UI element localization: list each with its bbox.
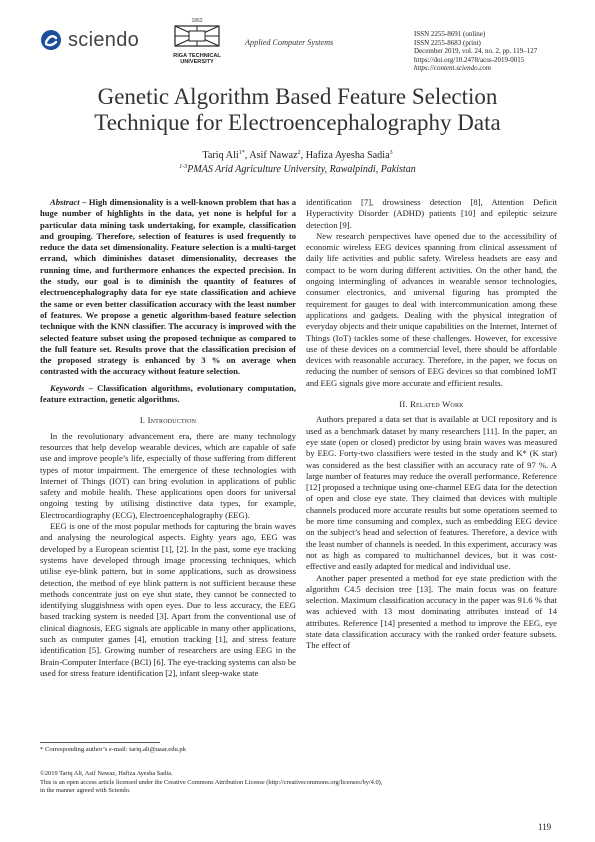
- issn-online: ISSN 2255-8691 (online): [414, 30, 486, 38]
- section-number: II.: [399, 399, 411, 410]
- university-name-line2: UNIVERSITY: [180, 59, 214, 65]
- right-column: [306, 197, 557, 652]
- affiliation: [40, 164, 555, 175]
- affiliation-marker: 1-3: [179, 164, 188, 170]
- section-title: Introduction: [147, 415, 197, 426]
- footnote-divider: [40, 742, 160, 743]
- abstract-text: – High dimensionality is a well-known problem that has a huge number of highlights in the data, yet none is helpful for a particular data mining task undertaking, for example, classification and grouping. Therefore, selection of features is used frequently to reduce the data set dimensionality. Feature selection is a multi-target errand, which diminishes dataset dimensionality, decreases the running time, and furthermore enhances the expected precision. In the study, our goal is to diminish the quantity of features of electroencephalography data for eye state classification and achieve the same or even better classification accuracy with the least number of features. We propose a genetic algorithm-based feature selection technique with the KNN classifier. The accuracy is improved with the selected feature subset using the proposed technique as compared to the full feature set. Results prove that the classification precision of the proposed strategy is enhanced by 3 % on average when contrasted with the accuracy without feature selection.: [40, 197, 296, 377]
- section-number: I.: [139, 415, 148, 426]
- university-name-line1: RIGA TECHNICAL: [173, 53, 221, 59]
- body-paragraph: In the revolutionary advancement era, there are many technology resources that help develop wearable devices, which are capable of safe use and improve people’s life, especially of those suffering from different types of motor impairment. The emergence of these technologies with Internet of Things (IOT) can bring evolution in applications of public safety and mobile health. These applications open doors for universal ongoing testing by utilising distinctive data types, for example, Electrocardiography (ECG), Electroencephalography (EEG).: [40, 430, 296, 520]
- author-name: Hafiza Ayesha Sadia: [305, 150, 390, 161]
- author-list: [40, 150, 555, 161]
- sciendo-logo: [40, 29, 139, 51]
- left-column: [40, 197, 296, 679]
- copyright-line: ©2019 Tariq Ali, Asif Nawaz, Hafiza Ayesha Sadia.: [40, 770, 173, 777]
- keywords-label: Keywords: [50, 382, 85, 393]
- publication-meta: [414, 30, 537, 73]
- author-affiliation-marker: 3: [389, 150, 393, 156]
- paper-title: [40, 84, 555, 136]
- keywords-text: – Classification algorithms, evolutionary computation, feature extraction, genetic algorithms.: [40, 382, 296, 405]
- author-separator: ,: [244, 150, 250, 161]
- body-paragraph: Another paper presented a method for eye state prediction with the algorithm C4.5 decision tree [13]. The main focus was on feature selection. Maximum classification accuracy in the paper was 91.6 % that was achieved with 13 most dominating attributes instead of 14 attributes. Reference [14] presented a method to improve the EEG, eye state data classification accuracy with the ranked order feature subsets. The effect of: [306, 572, 557, 651]
- section-heading-related-work: [306, 399, 557, 410]
- author-name: Asif Nawaz: [249, 150, 298, 161]
- abstract-label: Abstract: [50, 197, 80, 207]
- publisher-name: sciendo: [68, 29, 140, 51]
- issue-info: December 2019, vol. 24, no. 2, pp. 119–127: [414, 47, 538, 56]
- doi-link[interactable]: https://doi.org/10.2478/acss-2019-0015: [414, 55, 525, 64]
- body-paragraph: identification [7], drowsiness detection [8], Attention Deficit Hyperactivity Disorder (ADHD) patients [10] and epileptic seizure detection [9].: [306, 197, 557, 230]
- keywords: [40, 383, 296, 406]
- journal-url-link[interactable]: https://content.sciendo.com: [414, 64, 491, 73]
- section-heading-introduction: [40, 415, 296, 426]
- license-notice: [40, 770, 540, 796]
- license-line: This is an open access article licensed under the Creative Commons Attribution License (http://creativecommons.org/licenses/by/4.0),: [40, 778, 383, 786]
- section-title: Related Work: [410, 399, 464, 410]
- author-affiliation-marker: 2: [297, 150, 301, 156]
- journal-name: Applied Computer Systems: [245, 38, 334, 47]
- author-name: Tariq Ali: [202, 150, 239, 161]
- body-paragraph: New research perspectives have opened due to the accessibility of economic wireless EEG devices spanning from clinical assessment of daily life activities and public safety. Wireless headsets are easy and compact to be worn during different activities. On the other hand, the ongoing intermingling of advances in wearable sensor technologies, consumer electronics, and universal figuring has prompted the requirement for gauges to deal with intercommunication among these applications and gadgets. Dealing with the physical integration of everyday objects and their unique capabilities on the Internet, Internet of Things (IoT) tackles some of these challenges. However, for excessive use of these devices on a commercial level, there should be affordable devices with reasonable accuracy. Therefore, in the paper, we focus on reducing the number of sensors of EEG devices so that combined IoMT and EEG signals give more accurate and efficient results.: [306, 230, 557, 388]
- title-line: Technique for Electroencephalography Data: [94, 110, 501, 135]
- university-logo: [166, 18, 228, 65]
- affiliation-text: PMAS Arid Agriculture University, Rawalpindi, Pakistan: [187, 164, 416, 175]
- sciendo-icon: [40, 29, 62, 51]
- issn-print: ISSN 2255-8683 (print): [414, 38, 481, 47]
- university-year: 1862: [191, 18, 203, 24]
- corresponding-author-footnote: * Corresponding author’s e-mail: tariq.ali@uaar.edu.pk: [40, 746, 187, 753]
- body-paragraph: Authors prepared a data set that is available at UCI repository and is used as a benchmark dataset by many researchers [11]. In the paper, an eye state (open or closed) predictor by using brain waves was measured by EEG. Forty-two classifiers were tested in the study and K* (K star) was considered as the best classifier with an accuracy rate of 97 %. A large number of features may reduce the overall performance. Reference [12] proposed a technique using one-channel EEG data for the detection of open and close eye state. They claimed that devices with multiple channels produced more accurate results but some operations seemed to be more time consuming and complex, such as embedding EEG device on the subject’s head and selection of features. Therefore, a device with the least number of channels is needed. In this experiment, accuracy was not as high as compared to multichannel devices, but it was cost-effective and easily adapted for medical and individual use.: [306, 414, 557, 572]
- university-emblem-icon: [173, 24, 221, 48]
- license-line: in the manner agreed with Sciendo.: [40, 787, 131, 795]
- title-line: Genetic Algorithm Based Feature Selection: [97, 84, 498, 109]
- author-affiliation-marker: 1*: [238, 150, 245, 156]
- page-number: 119: [538, 822, 552, 832]
- body-paragraph: EEG is one of the most popular methods for capturing the brain waves and analysing the neurological aspects. Eighty years ago, EEG was developed by a European scientist [1], [2]. In the past, some eye tracking systems have developed through image processing techniques, which utilise eye-blink pattern, but in some applications, such as drowsiness detection, the method of eye blink pattern is not sufficient because these methods concentrate just on eye shut state, they cannot be connected to identifying sluggishness with open eyes. Due to less accuracy, the EEG based tracking system is needed [3]. Apart from the conventional use of clinical diagnosis, EEG signals are applicable in many other applications, such as computer games [4], emotion tracking [1], and stress feature identification [5]. Growing number of researchers are using EEG in the Brain-Computer Interface (BCI) [6]. The eye-tracking systems can also be used for stress feature identification [2], infant sleep-wake state: [40, 521, 296, 678]
- abstract: [40, 197, 296, 378]
- author-separator: ,: [300, 150, 306, 161]
